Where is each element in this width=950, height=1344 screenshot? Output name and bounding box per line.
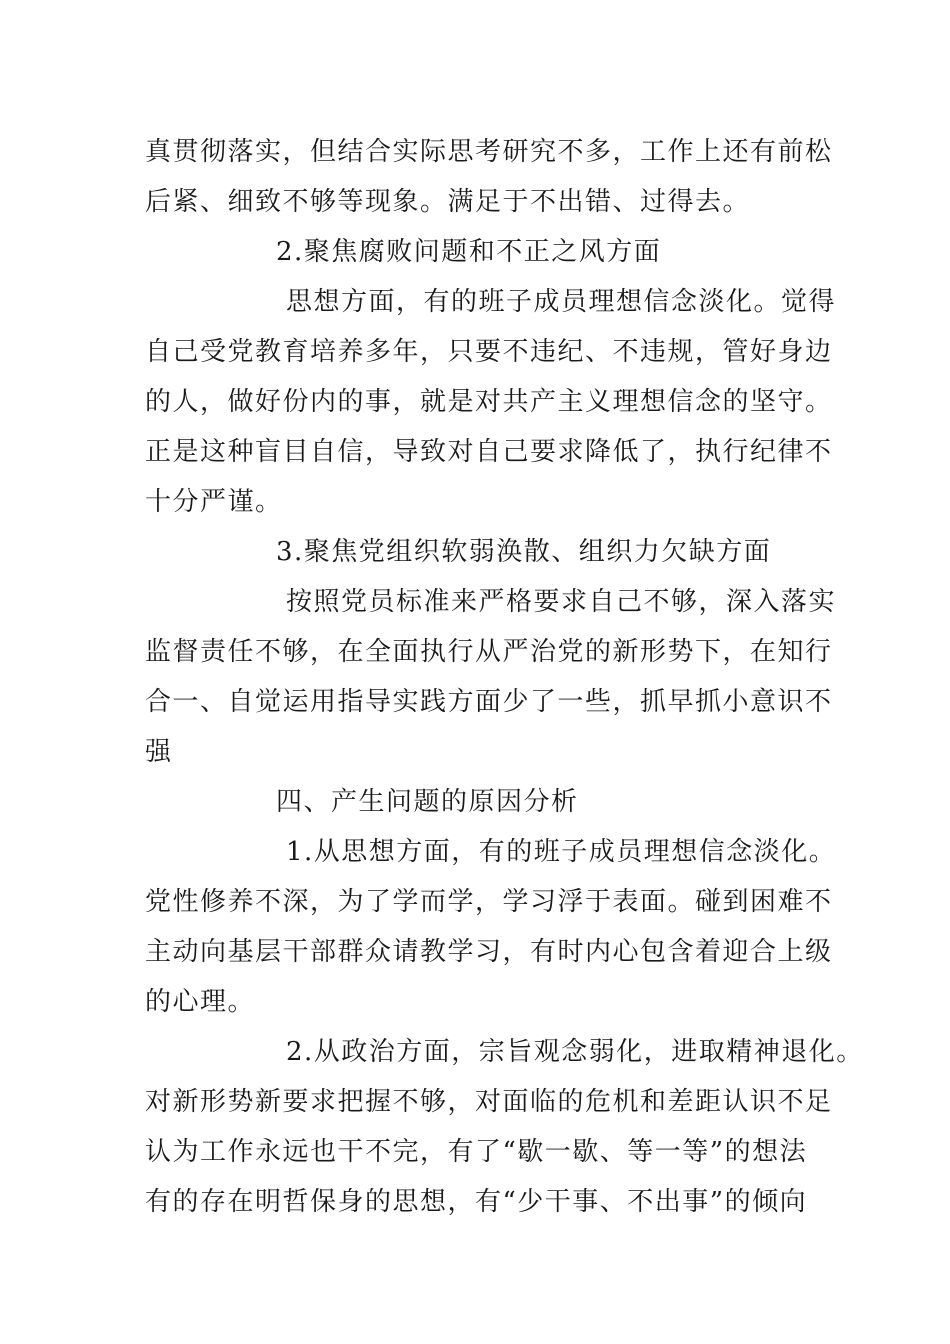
text-line: 主动向基层干部群众请教学习，有时内心包含着迎合上级 xyxy=(145,937,833,967)
text-line: 认为工作永远也干不完，有了“歇一歇、等一等”的想法 xyxy=(145,1137,808,1167)
chapter-heading: 四、产生问题的原因分析 xyxy=(276,787,579,817)
text-line: 自己受党教育培养多年，只要不违纪、不违规，管好身边 xyxy=(145,337,833,367)
text-line: 监督责任不够，在全面执行从严治党的新形势下，在知行 xyxy=(145,637,833,667)
text-line: 的人，做好份内的事，就是对共产主义理想信念的坚守。 xyxy=(145,387,833,417)
text-line: 真贯彻落实，但结合实际思考研究不多，工作上还有前松 xyxy=(145,137,833,167)
text-line: 按照党员标准来严格要求自己不够，深入落实 xyxy=(286,587,837,617)
text-line: 1.从思想方面，有的班子成员理想信念淡化。 xyxy=(286,837,837,867)
text-line: 对新形势新要求把握不够，对面临的危机和差距认识不足 xyxy=(145,1087,833,1117)
text-line: 合一、自觉运用指导实践方面少了一些，抓早抓小意识不 xyxy=(145,687,833,717)
text-line: 党性修养不深，为了学而学，学习浮于表面。碰到困难不 xyxy=(145,887,833,917)
text-line: 有的存在明哲保身的思想，有“少干事、不出事”的倾向 xyxy=(145,1187,808,1217)
text-line: 的心理。 xyxy=(145,987,256,1017)
section-heading: 2.聚焦腐败问题和不正之风方面 xyxy=(276,237,662,267)
text-line: 强 xyxy=(145,737,173,767)
text-line: 十分严谨。 xyxy=(145,487,283,517)
text-line: 思想方面，有的班子成员理想信念淡化。觉得 xyxy=(286,287,837,317)
text-line: 后紧、细致不够等现象。满足于不出错、过得去。 xyxy=(145,187,751,217)
text-line: 2.从政治方面，宗旨观念弱化，进取精神退化。 xyxy=(286,1037,864,1067)
text-line: 正是这种盲目自信，导致对自己要求降低了，执行纪律不 xyxy=(145,437,833,467)
section-heading: 3.聚焦党组织软弱涣散、组织力欠缺方面 xyxy=(276,537,772,567)
